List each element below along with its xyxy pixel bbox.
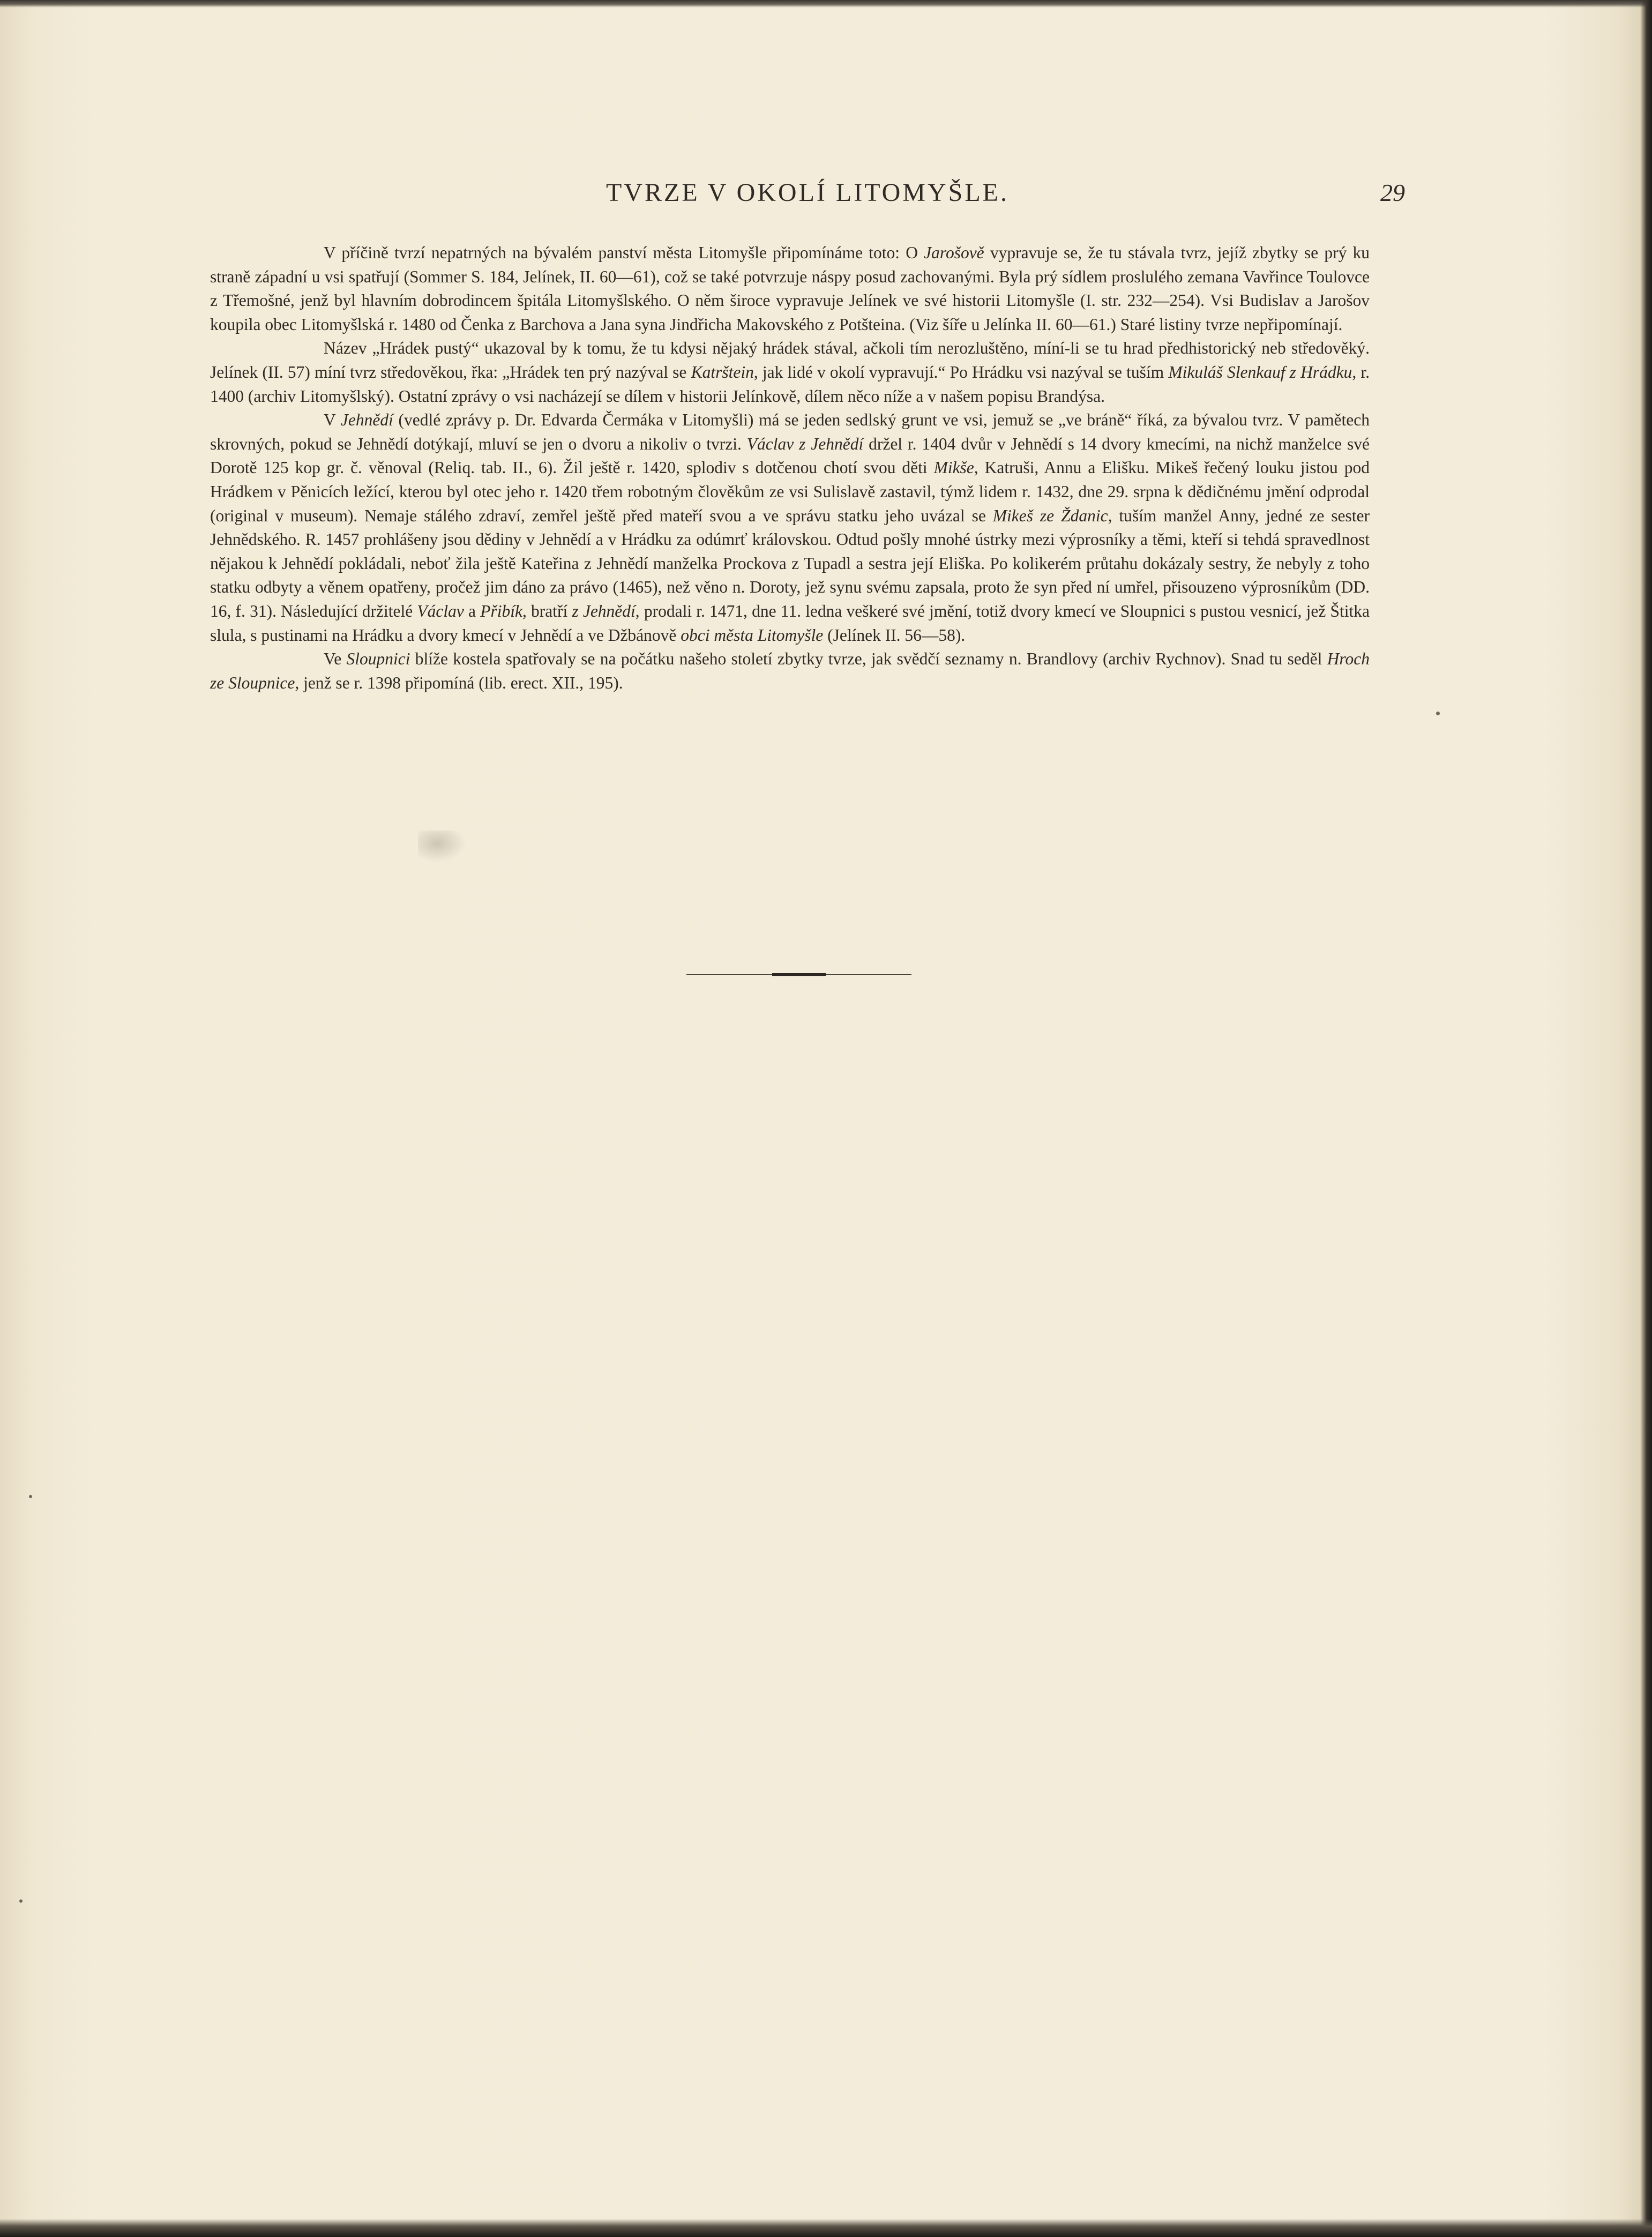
- text-run: , Katruši, Annu a Elišku. Mikeš řečený louku jistou pod Hrádkem v Pěnicích ležící, kterou byl otec jeho r. 1420 třem robotným člověkům ze vsi Sulislavě zastavil, týmž lidem r. 1432, dne 29. srpna k dědičnému jmění odprodal (original v museum). Nemaje stálého zdraví, zemřel ještě před mateří svou a ve správu statku jeho uvázal se: [210, 458, 1370, 525]
- paragraph: [210, 408, 1370, 647]
- italic-run: Sloupnici: [346, 649, 410, 669]
- text-run: , jenž se r. 1398 připomíná (lib. erect. XII., 195).: [295, 673, 623, 692]
- italic-run: Mikuláš Slenkauf z Hrádku: [1168, 362, 1352, 381]
- text-run: (vedlé zprávy p. Dr. Edvarda Čermáka v Litomyšli) má se jeden sedlský grunt ve vsi, jemuž se „ve bráně“ říká, za bývalou tvrz. V pamětech skrovných, pokud se Jehnědí dotýkají, mluví se jen o dvoru a nikoliv o tvrzi.: [210, 410, 1370, 453]
- paragraph: [210, 241, 1370, 336]
- paragraph: [210, 336, 1370, 408]
- ink-smudge: [418, 831, 466, 863]
- text-run: držel r. 1404 dvůr v Jehnědí s 14 dvory kmecími, na nichž manželce své Dorotě 125 kop gr. č. věnoval (Reliq. tab. II., 6). Žil ještě r. 1420, splodiv s dotčenou chotí svou děti: [210, 434, 1370, 477]
- italic-run: Václav: [417, 601, 464, 620]
- dust-speck: [29, 1495, 32, 1498]
- page-right-edge: [1640, 0, 1652, 2237]
- dust-speck: [1436, 712, 1440, 715]
- page-top-edge: [0, 0, 1652, 8]
- paragraph: [210, 647, 1370, 695]
- body-text: [210, 241, 1370, 695]
- italic-run: Václav z Jehnědí: [746, 434, 864, 453]
- italic-run: z Jehnědí: [572, 601, 636, 620]
- text-run: , jak lidé v okolí vypravují.“ Po Hrádku vsi nazýval se tuším: [753, 362, 1169, 381]
- text-run: , r. 1400 (archiv Litomyšlský). Ostatní zprávy o vsi nacházejí se dílem v historii Jelínkově, dílem něco níže a v našem popisu Brandýsa.: [210, 362, 1370, 406]
- text-run: , bratří: [522, 601, 572, 620]
- italic-run: Přibík: [480, 601, 522, 620]
- text-run: a: [464, 601, 481, 620]
- italic-run: Hroch ze Sloupnice: [210, 649, 1370, 692]
- text-run: , tuším manžel Anny, jedné ze sester Jehnědského. R. 1457 prohlášeny jsou dědiny v Jehnědí a v Hrádku za odúmrť královskou. Odtud pošly mnohé ústrky mezi výprosníky a těmi, kteří si tehdá spravedlnost nějakou k Jehnědí pokládali, neboť žila ještě Kateřina z Jehnědí manželka Prockova z Tupadl a sestra její Eliška. Po kolikerém průtahu dokázaly sestry, že nebyly z toho statku odbyty a věnem opatřeny, pročež jim dáno za právo (1465), než věno n. Doroty, jež synu svému zapsala, proto že syn před ní umřel, přisouzeno výprosníkům (DD. 16, f. 31). Následující držitelé: [210, 506, 1370, 620]
- text-run: Název „Hrádek pustý“ ukazoval by k tomu, že tu kdysi nějaký hrádek stával, ačkoli tím nerozluštěno, míní-li se tu hrad předhistorický neb středověký. Jelínek (II. 57) míní tvrz středověkou, řka: „Hrádek ten prý nazýval se: [210, 339, 1370, 381]
- italic-run: Mikeš ze Ždanic: [992, 506, 1108, 525]
- page-title: TVRZE V OKOLÍ LITOMYŠLE.: [606, 178, 1009, 207]
- page-bottom-edge: [0, 2219, 1652, 2237]
- italic-run: Katrštein: [691, 362, 754, 381]
- italic-run: obci města Litomyšle: [681, 625, 824, 645]
- page-number: 29: [1380, 179, 1405, 206]
- italic-run: Mikše: [933, 458, 974, 477]
- text-run: , prodali r. 1471, dne 11. ledna veškeré své jmění, totiž dvory kmecí ve Sloupnici s pustou vesnicí, jež Štitka slula, s pustinami na Hrádku a dvory kmecí v Jehnědí a ve Džbánově: [210, 601, 1370, 645]
- dust-speck: [19, 1899, 23, 1903]
- italic-run: Jarošově: [924, 243, 984, 262]
- running-head: [210, 174, 1405, 212]
- text-run: (Jelínek II. 56—58).: [823, 625, 966, 645]
- text-run: blíže kostela spatřovaly se na počátku našeho století zbytky tvrze, jak svědčí seznamy n. Brandlovy (archiv Rychnov). Snad tu seděl: [410, 649, 1327, 669]
- section-end-rule: [686, 972, 911, 977]
- text-run: V: [324, 410, 341, 430]
- text-run: vypravuje se, že tu stávala tvrz, jejíž zbytky se prý ku straně západní u vsi spatřují (Sommer S. 184, Jelínek, II. 60—61), což se také potvrzuje náspy posud zachovanými. Byla prý sídlem proslulého zemana Vavřince Toulovce z Třemošné, jenž byl hlavním dobrodincem špitála Litomyšlského. O něm široce vypravuje Jelínek ve své historii Litomyšle (I. str. 232—254). Vsi Budislav a Jarošov koupila obec Litomyšlská r. 1480 od Čenka z Barchova a Jana syna Jindřicha Makovského z Potšteina. (Viz šíře u Jelínka II. 60—61.) Staré listiny tvrze nepřipomínají.: [210, 243, 1370, 334]
- text-run: V příčině tvrzí nepatrných na bývalém panství města Litomyšle připomínáme toto: O: [324, 243, 924, 262]
- rule-thick-center: [772, 973, 826, 976]
- text-run: Ve: [324, 649, 347, 669]
- italic-run: Jehnědí: [340, 410, 393, 430]
